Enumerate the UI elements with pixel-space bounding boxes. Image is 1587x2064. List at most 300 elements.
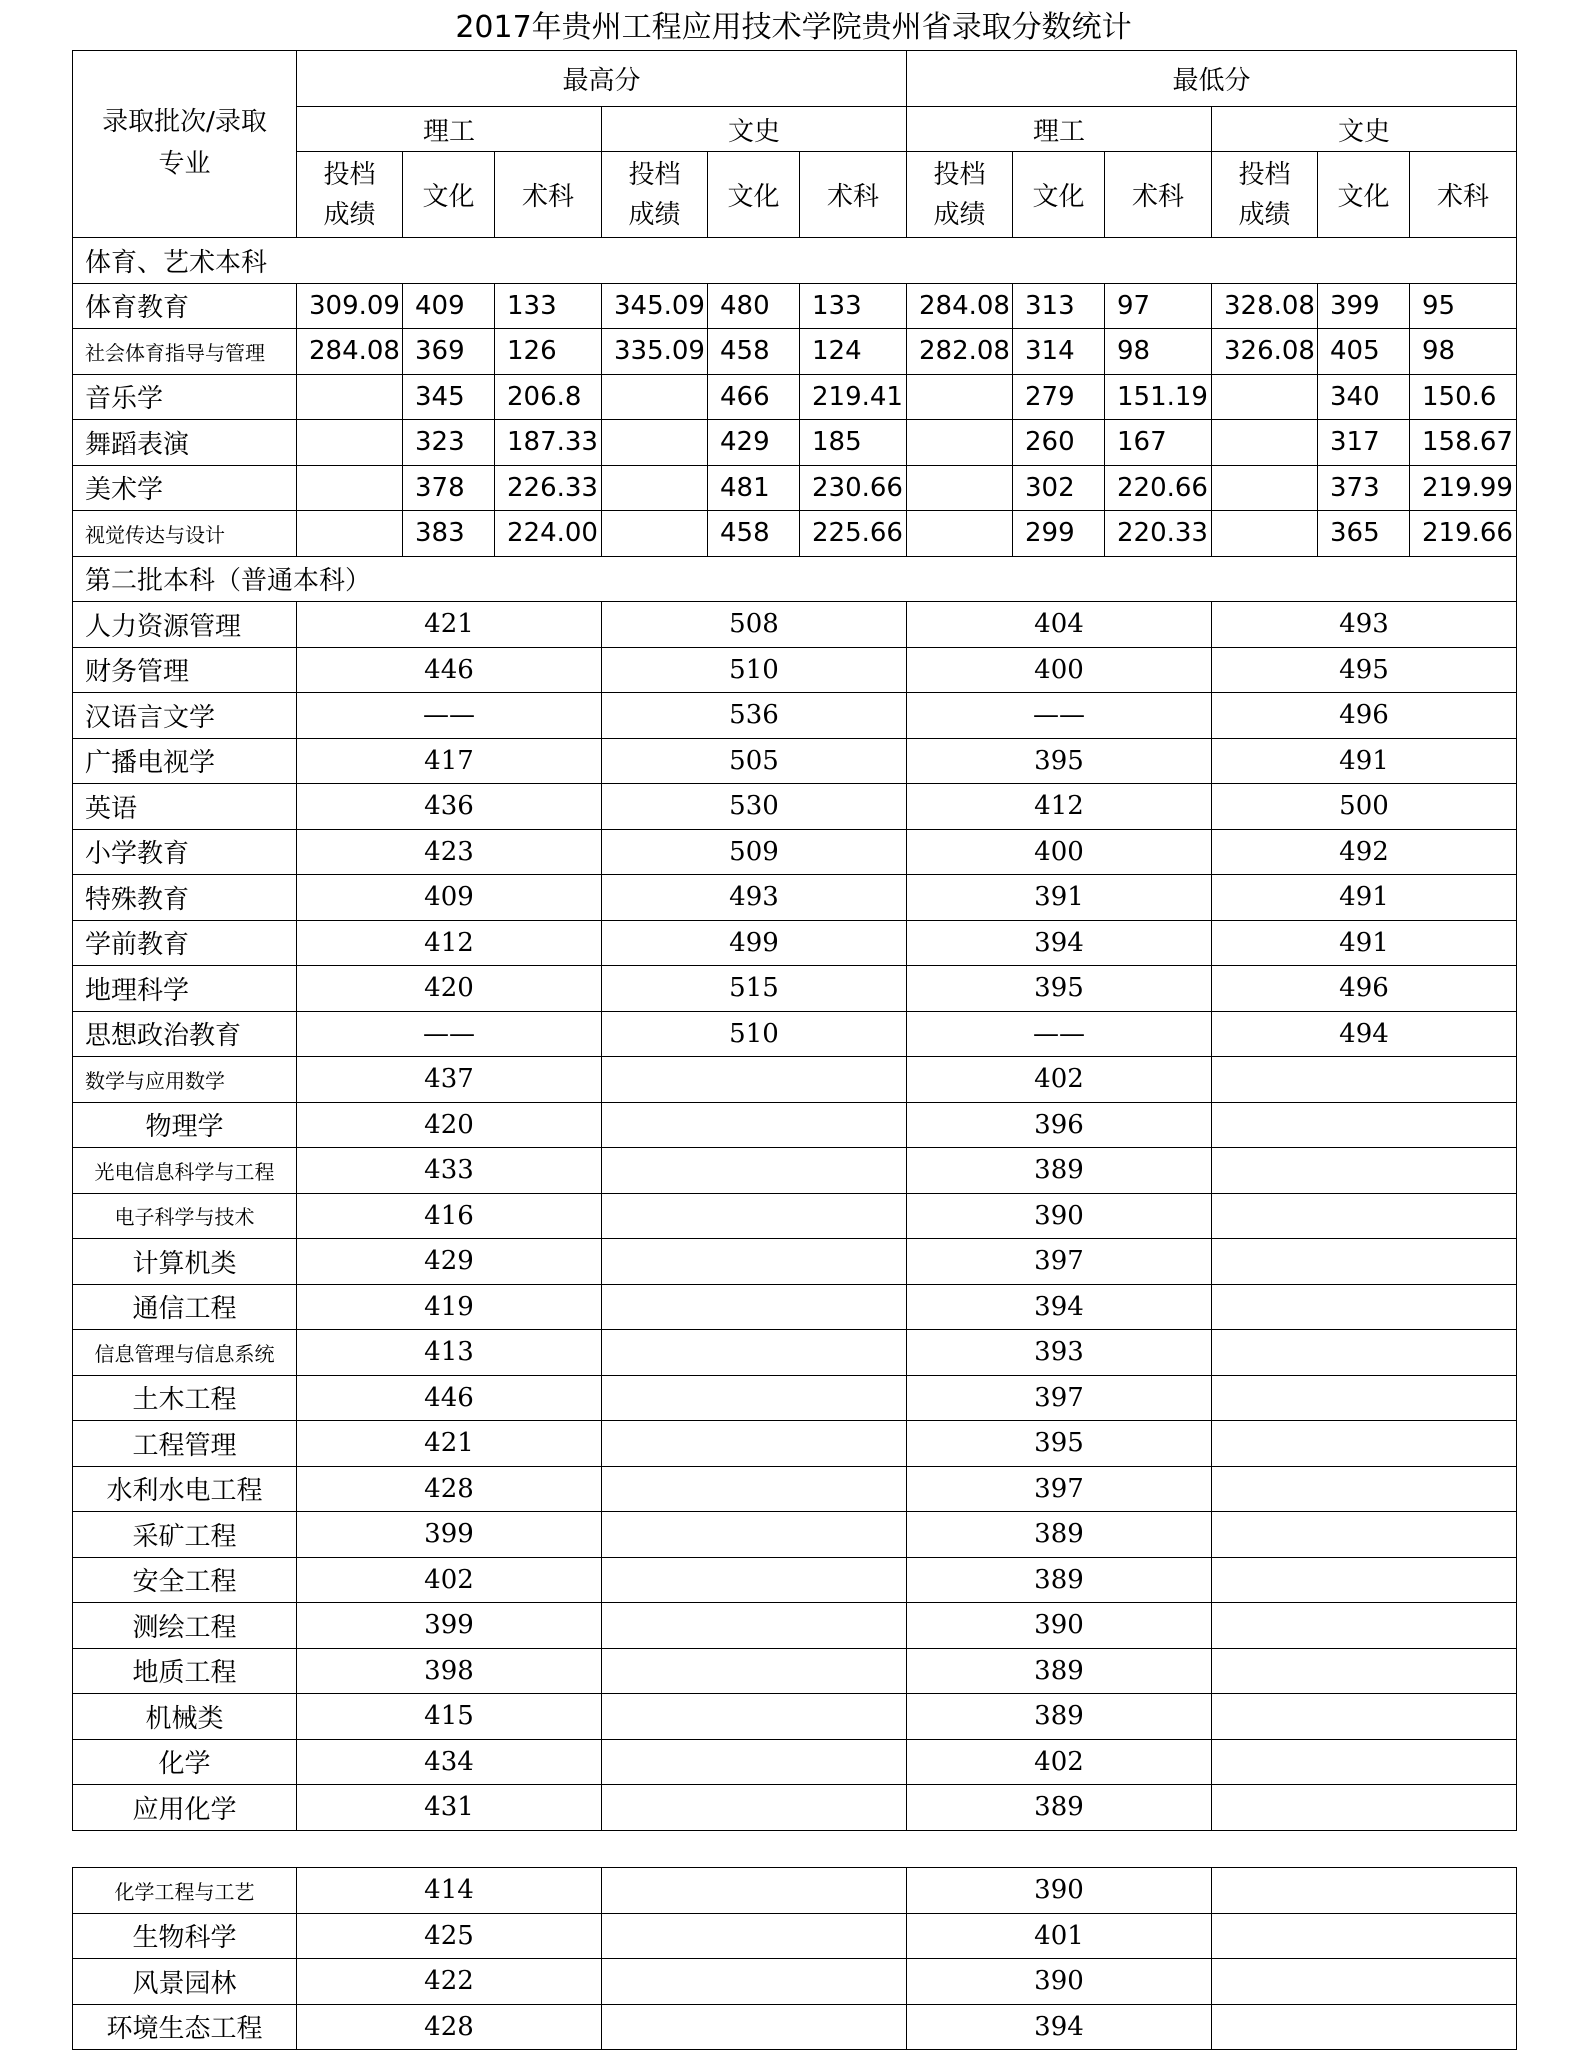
score-cell: —— bbox=[907, 1011, 1212, 1057]
major-name: 机械类 bbox=[73, 1694, 297, 1740]
score-cell bbox=[907, 420, 1013, 466]
table-row bbox=[73, 1603, 1517, 1649]
score-cell: 398 bbox=[297, 1648, 602, 1694]
score-cell: 510 bbox=[602, 647, 907, 693]
score-cell bbox=[1212, 1785, 1517, 1831]
score-cell bbox=[1212, 1739, 1517, 1785]
section-label: 体育、艺术本科 bbox=[73, 238, 1517, 284]
score-cell: 345.09 bbox=[602, 283, 708, 329]
score-cell: 481 bbox=[708, 465, 800, 511]
score-cell: 508 bbox=[602, 602, 907, 648]
score-cell: 491 bbox=[1212, 875, 1517, 921]
score-cell: 409 bbox=[403, 283, 495, 329]
score-cell: 383 bbox=[403, 511, 495, 557]
score-cell: 414 bbox=[297, 1868, 602, 1914]
score-cell bbox=[907, 374, 1013, 420]
table-row bbox=[73, 1011, 1517, 1057]
score-cell bbox=[602, 511, 708, 557]
score-cell: 417 bbox=[297, 738, 602, 784]
score-cell: —— bbox=[297, 1011, 602, 1057]
score-cell: 389 bbox=[907, 1694, 1212, 1740]
major-name: 小学教育 bbox=[73, 829, 297, 875]
score-cell bbox=[602, 374, 708, 420]
section-row-art bbox=[73, 238, 1517, 284]
score-cell: 219.66 bbox=[1410, 511, 1517, 557]
table-row bbox=[73, 2004, 1517, 2050]
score-cell bbox=[297, 420, 403, 466]
score-cell: 421 bbox=[297, 1421, 602, 1467]
score-cell: 389 bbox=[907, 1512, 1212, 1558]
score-cell: 220.33 bbox=[1105, 511, 1212, 557]
score-cell: 428 bbox=[297, 1466, 602, 1512]
major-name: 信息管理与信息系统 bbox=[73, 1330, 297, 1376]
score-cell: 279 bbox=[1013, 374, 1105, 420]
table-row bbox=[73, 1193, 1517, 1239]
score-cell: 328.08 bbox=[1212, 283, 1318, 329]
score-cell: 495 bbox=[1212, 647, 1517, 693]
score-cell: 395 bbox=[907, 1421, 1212, 1467]
score-cell: 389 bbox=[907, 1648, 1212, 1694]
score-cell: 124 bbox=[800, 329, 907, 375]
table-row bbox=[73, 602, 1517, 648]
score-cell: 220.66 bbox=[1105, 465, 1212, 511]
score-cell bbox=[602, 1512, 907, 1558]
score-cell: 446 bbox=[297, 647, 602, 693]
score-cell: 420 bbox=[297, 1102, 602, 1148]
score-cell: 421 bbox=[297, 602, 602, 648]
score-cell: 389 bbox=[907, 1148, 1212, 1194]
major-name: 人力资源管理 bbox=[73, 602, 297, 648]
major-name: 地理科学 bbox=[73, 966, 297, 1012]
table-row bbox=[73, 511, 1517, 557]
score-cell: 401 bbox=[907, 1913, 1212, 1959]
wenhua-header: 文化 bbox=[1318, 152, 1410, 238]
score-cell: 397 bbox=[907, 1239, 1212, 1285]
toudang-header-line2: 成绩 bbox=[1238, 199, 1291, 230]
toudang-header bbox=[602, 152, 708, 238]
score-cell: 314 bbox=[1013, 329, 1105, 375]
score-cell: 282.08 bbox=[907, 329, 1013, 375]
shuke-header: 术科 bbox=[495, 152, 602, 238]
score-cell bbox=[1212, 465, 1318, 511]
score-cell: 394 bbox=[907, 1284, 1212, 1330]
shuke-header: 术科 bbox=[800, 152, 907, 238]
table-row bbox=[73, 1648, 1517, 1694]
score-cell bbox=[602, 1959, 907, 2005]
major-name: 应用化学 bbox=[73, 1785, 297, 1831]
major-name: 英语 bbox=[73, 784, 297, 830]
score-cell: 335.09 bbox=[602, 329, 708, 375]
major-name: 电子科学与技术 bbox=[73, 1193, 297, 1239]
score-cell: 496 bbox=[1212, 966, 1517, 1012]
major-name: 广播电视学 bbox=[73, 738, 297, 784]
table-row bbox=[73, 1868, 1517, 1914]
score-cell: 219.41 bbox=[800, 374, 907, 420]
score-cell: 419 bbox=[297, 1284, 602, 1330]
toudang-header-line2: 成绩 bbox=[628, 199, 681, 230]
table-row bbox=[73, 329, 1517, 375]
score-cell: 284.08 bbox=[297, 329, 403, 375]
table-row bbox=[73, 1959, 1517, 2005]
score-cell: 402 bbox=[907, 1057, 1212, 1103]
score-cell bbox=[1212, 1648, 1517, 1694]
score-cell: 299 bbox=[1013, 511, 1105, 557]
score-cell bbox=[1212, 420, 1318, 466]
score-cell: 396 bbox=[907, 1102, 1212, 1148]
score-cell: 400 bbox=[907, 647, 1212, 693]
score-cell: 446 bbox=[297, 1375, 602, 1421]
score-cell: 509 bbox=[602, 829, 907, 875]
score-cell: 420 bbox=[297, 966, 602, 1012]
score-cell: 133 bbox=[495, 283, 602, 329]
score-cell bbox=[1212, 1102, 1517, 1148]
admission-score-table-continued bbox=[72, 1867, 1517, 2050]
score-cell: 492 bbox=[1212, 829, 1517, 875]
score-cell: 404 bbox=[907, 602, 1212, 648]
score-cell bbox=[602, 1102, 907, 1148]
toudang-header-line1: 投档 bbox=[628, 159, 681, 190]
score-cell: 226.33 bbox=[495, 465, 602, 511]
score-cell bbox=[1212, 1421, 1517, 1467]
table-row bbox=[73, 1466, 1517, 1512]
table-row bbox=[73, 920, 1517, 966]
major-name: 社会体育指导与管理 bbox=[73, 329, 297, 375]
shuke-header: 术科 bbox=[1105, 152, 1212, 238]
score-cell: 491 bbox=[1212, 738, 1517, 784]
score-cell: 395 bbox=[907, 738, 1212, 784]
score-cell bbox=[297, 374, 403, 420]
score-cell: 369 bbox=[403, 329, 495, 375]
table-row bbox=[73, 420, 1517, 466]
table-row bbox=[73, 1512, 1517, 1558]
score-cell bbox=[602, 1913, 907, 1959]
score-cell bbox=[602, 1057, 907, 1103]
score-cell: 317 bbox=[1318, 420, 1410, 466]
page-title: 2017年贵州工程应用技术学院贵州省录取分数统计 bbox=[455, 10, 1132, 45]
score-cell bbox=[297, 465, 403, 511]
score-cell: 390 bbox=[907, 1193, 1212, 1239]
score-cell: 493 bbox=[602, 875, 907, 921]
shuke-header: 术科 bbox=[1410, 152, 1517, 238]
score-cell bbox=[602, 1868, 907, 1914]
score-cell bbox=[1212, 1057, 1517, 1103]
score-cell: 309.09 bbox=[297, 283, 403, 329]
score-cell: 431 bbox=[297, 1785, 602, 1831]
score-cell: 466 bbox=[708, 374, 800, 420]
score-cell bbox=[602, 1603, 907, 1649]
score-cell: 510 bbox=[602, 1011, 907, 1057]
score-cell: 133 bbox=[800, 283, 907, 329]
table-row bbox=[73, 1330, 1517, 1376]
major-name: 水利水电工程 bbox=[73, 1466, 297, 1512]
score-cell: 397 bbox=[907, 1375, 1212, 1421]
score-cell: 428 bbox=[297, 2004, 602, 2050]
score-cell: 399 bbox=[1318, 283, 1410, 329]
admission-score-table bbox=[72, 50, 1517, 1831]
major-name: 采矿工程 bbox=[73, 1512, 297, 1558]
score-cell: 225.66 bbox=[800, 511, 907, 557]
major-name: 工程管理 bbox=[73, 1421, 297, 1467]
score-cell: 378 bbox=[403, 465, 495, 511]
score-cell: 313 bbox=[1013, 283, 1105, 329]
score-cell: 425 bbox=[297, 1913, 602, 1959]
table-row bbox=[73, 465, 1517, 511]
score-cell: 365 bbox=[1318, 511, 1410, 557]
toudang-header-line2: 成绩 bbox=[323, 199, 376, 230]
score-cell: 302 bbox=[1013, 465, 1105, 511]
score-cell bbox=[1212, 1330, 1517, 1376]
major-name: 土木工程 bbox=[73, 1375, 297, 1421]
major-name: 体育教育 bbox=[73, 283, 297, 329]
table-row bbox=[73, 1557, 1517, 1603]
toudang-header-line2: 成绩 bbox=[933, 199, 986, 230]
corner-header-line2: 专业 bbox=[158, 149, 211, 179]
table-row bbox=[73, 829, 1517, 875]
score-cell: —— bbox=[297, 693, 602, 739]
table-row bbox=[73, 283, 1517, 329]
table-row bbox=[73, 1057, 1517, 1103]
score-cell bbox=[1212, 1557, 1517, 1603]
score-cell: 409 bbox=[297, 875, 602, 921]
score-cell bbox=[602, 1785, 907, 1831]
score-cell bbox=[602, 465, 708, 511]
score-cell bbox=[1212, 1375, 1517, 1421]
score-cell: 494 bbox=[1212, 1011, 1517, 1057]
score-cell: 515 bbox=[602, 966, 907, 1012]
major-name: 物理学 bbox=[73, 1102, 297, 1148]
min-score-header: 最低分 bbox=[907, 51, 1517, 107]
table-row bbox=[73, 875, 1517, 921]
score-cell: 480 bbox=[708, 283, 800, 329]
score-cell bbox=[1212, 1694, 1517, 1740]
score-cell: 389 bbox=[907, 1557, 1212, 1603]
score-cell: 530 bbox=[602, 784, 907, 830]
major-name: 特殊教育 bbox=[73, 875, 297, 921]
major-name: 风景园林 bbox=[73, 1959, 297, 2005]
score-cell: 98 bbox=[1105, 329, 1212, 375]
score-cell: 437 bbox=[297, 1057, 602, 1103]
score-cell bbox=[1212, 1239, 1517, 1285]
score-cell: 412 bbox=[907, 784, 1212, 830]
score-cell bbox=[1212, 511, 1318, 557]
score-cell bbox=[1212, 1959, 1517, 2005]
major-name: 光电信息科学与工程 bbox=[73, 1148, 297, 1194]
score-cell: 230.66 bbox=[800, 465, 907, 511]
score-cell: 224.00 bbox=[495, 511, 602, 557]
score-cell bbox=[602, 2004, 907, 2050]
table-row bbox=[73, 374, 1517, 420]
table-row bbox=[73, 1148, 1517, 1194]
score-cell: 158.67 bbox=[1410, 420, 1517, 466]
score-cell: 413 bbox=[297, 1330, 602, 1376]
major-name: 舞蹈表演 bbox=[73, 420, 297, 466]
score-cell bbox=[602, 1421, 907, 1467]
major-name: 音乐学 bbox=[73, 374, 297, 420]
score-cell: 95 bbox=[1410, 283, 1517, 329]
major-name: 生物科学 bbox=[73, 1913, 297, 1959]
major-name: 学前教育 bbox=[73, 920, 297, 966]
score-cell: 434 bbox=[297, 1739, 602, 1785]
score-cell bbox=[602, 1694, 907, 1740]
score-cell bbox=[602, 1330, 907, 1376]
table-row bbox=[73, 1694, 1517, 1740]
table-row bbox=[73, 1739, 1517, 1785]
score-cell: 373 bbox=[1318, 465, 1410, 511]
score-cell bbox=[602, 1466, 907, 1512]
major-name: 财务管理 bbox=[73, 647, 297, 693]
score-cell: 496 bbox=[1212, 693, 1517, 739]
score-cell: 491 bbox=[1212, 920, 1517, 966]
toudang-header-line1: 投档 bbox=[323, 159, 376, 190]
wenhua-header: 文化 bbox=[1013, 152, 1105, 238]
score-cell bbox=[1212, 374, 1318, 420]
score-cell: 415 bbox=[297, 1694, 602, 1740]
score-cell: 433 bbox=[297, 1148, 602, 1194]
score-cell: 505 bbox=[602, 738, 907, 784]
table-row bbox=[73, 738, 1517, 784]
score-cell: 394 bbox=[907, 920, 1212, 966]
score-cell: 185 bbox=[800, 420, 907, 466]
score-cell bbox=[1212, 1603, 1517, 1649]
corner-header-line1: 录取批次/录取 bbox=[102, 107, 267, 137]
score-cell: 206.8 bbox=[495, 374, 602, 420]
score-cell: 326.08 bbox=[1212, 329, 1318, 375]
table-row bbox=[73, 1421, 1517, 1467]
score-cell: 393 bbox=[907, 1330, 1212, 1376]
score-cell: 400 bbox=[907, 829, 1212, 875]
score-cell: 416 bbox=[297, 1193, 602, 1239]
score-cell: 340 bbox=[1318, 374, 1410, 420]
score-cell: 390 bbox=[907, 1868, 1212, 1914]
table-row bbox=[73, 966, 1517, 1012]
score-cell bbox=[602, 420, 708, 466]
score-cell bbox=[297, 511, 403, 557]
major-name: 测绘工程 bbox=[73, 1603, 297, 1649]
score-cell bbox=[1212, 2004, 1517, 2050]
score-cell: 187.33 bbox=[495, 420, 602, 466]
score-cell: 536 bbox=[602, 693, 907, 739]
score-cell: —— bbox=[907, 693, 1212, 739]
max-science-header: 理工 bbox=[297, 107, 602, 152]
score-cell bbox=[602, 1739, 907, 1785]
score-cell bbox=[907, 465, 1013, 511]
max-score-header: 最高分 bbox=[297, 51, 907, 107]
min-arts-header: 文史 bbox=[1212, 107, 1517, 152]
score-cell: 260 bbox=[1013, 420, 1105, 466]
toudang-header-line1: 投档 bbox=[1238, 159, 1291, 190]
score-cell bbox=[1212, 1913, 1517, 1959]
toudang-header bbox=[907, 152, 1013, 238]
score-cell: 500 bbox=[1212, 784, 1517, 830]
score-cell: 493 bbox=[1212, 602, 1517, 648]
min-science-header: 理工 bbox=[907, 107, 1212, 152]
major-name: 数学与应用数学 bbox=[73, 1057, 297, 1103]
score-cell: 458 bbox=[708, 329, 800, 375]
score-cell bbox=[1212, 1466, 1517, 1512]
score-cell bbox=[602, 1239, 907, 1285]
major-name: 安全工程 bbox=[73, 1557, 297, 1603]
score-cell: 323 bbox=[403, 420, 495, 466]
score-cell bbox=[602, 1284, 907, 1330]
corner-header bbox=[73, 51, 297, 238]
score-cell: 390 bbox=[907, 1959, 1212, 2005]
table-row bbox=[73, 647, 1517, 693]
max-arts-header: 文史 bbox=[602, 107, 907, 152]
score-cell bbox=[1212, 1148, 1517, 1194]
score-cell: 98 bbox=[1410, 329, 1517, 375]
score-cell: 391 bbox=[907, 875, 1212, 921]
score-cell bbox=[602, 1148, 907, 1194]
score-cell: 412 bbox=[297, 920, 602, 966]
major-name: 汉语言文学 bbox=[73, 693, 297, 739]
major-name: 计算机类 bbox=[73, 1239, 297, 1285]
score-cell: 126 bbox=[495, 329, 602, 375]
score-cell: 429 bbox=[708, 420, 800, 466]
section-label: 第二批本科（普通本科） bbox=[73, 556, 1517, 602]
score-cell: 399 bbox=[297, 1512, 602, 1558]
major-name: 视觉传达与设计 bbox=[73, 511, 297, 557]
score-cell: 167 bbox=[1105, 420, 1212, 466]
section-row-second bbox=[73, 556, 1517, 602]
score-cell bbox=[602, 1648, 907, 1694]
score-cell: 345 bbox=[403, 374, 495, 420]
score-cell: 499 bbox=[602, 920, 907, 966]
toudang-header-line1: 投档 bbox=[933, 159, 986, 190]
score-cell bbox=[602, 1557, 907, 1603]
score-cell: 422 bbox=[297, 1959, 602, 2005]
table-row bbox=[73, 1239, 1517, 1285]
major-name: 思想政治教育 bbox=[73, 1011, 297, 1057]
score-cell: 402 bbox=[297, 1557, 602, 1603]
table-row bbox=[73, 1785, 1517, 1831]
major-name: 地质工程 bbox=[73, 1648, 297, 1694]
score-cell: 390 bbox=[907, 1603, 1212, 1649]
score-cell: 151.19 bbox=[1105, 374, 1212, 420]
score-cell: 150.6 bbox=[1410, 374, 1517, 420]
wenhua-header: 文化 bbox=[708, 152, 800, 238]
score-cell: 284.08 bbox=[907, 283, 1013, 329]
table-row bbox=[73, 1102, 1517, 1148]
table-row bbox=[73, 1375, 1517, 1421]
score-cell: 423 bbox=[297, 829, 602, 875]
score-cell: 394 bbox=[907, 2004, 1212, 2050]
score-cell bbox=[907, 511, 1013, 557]
score-cell: 389 bbox=[907, 1785, 1212, 1831]
score-cell: 397 bbox=[907, 1466, 1212, 1512]
score-cell: 395 bbox=[907, 966, 1212, 1012]
score-cell bbox=[602, 1193, 907, 1239]
major-name: 化学工程与工艺 bbox=[73, 1868, 297, 1914]
score-cell bbox=[1212, 1512, 1517, 1558]
score-cell bbox=[1212, 1868, 1517, 1914]
table-row bbox=[73, 693, 1517, 739]
wenhua-header: 文化 bbox=[403, 152, 495, 238]
score-cell: 97 bbox=[1105, 283, 1212, 329]
major-name: 通信工程 bbox=[73, 1284, 297, 1330]
score-cell: 405 bbox=[1318, 329, 1410, 375]
score-cell: 436 bbox=[297, 784, 602, 830]
score-cell: 429 bbox=[297, 1239, 602, 1285]
toudang-header bbox=[297, 152, 403, 238]
table-row bbox=[73, 1913, 1517, 1959]
score-cell: 458 bbox=[708, 511, 800, 557]
score-cell bbox=[1212, 1193, 1517, 1239]
score-cell: 399 bbox=[297, 1603, 602, 1649]
major-name: 美术学 bbox=[73, 465, 297, 511]
table-row bbox=[73, 784, 1517, 830]
major-name: 化学 bbox=[73, 1739, 297, 1785]
major-name: 环境生态工程 bbox=[73, 2004, 297, 2050]
